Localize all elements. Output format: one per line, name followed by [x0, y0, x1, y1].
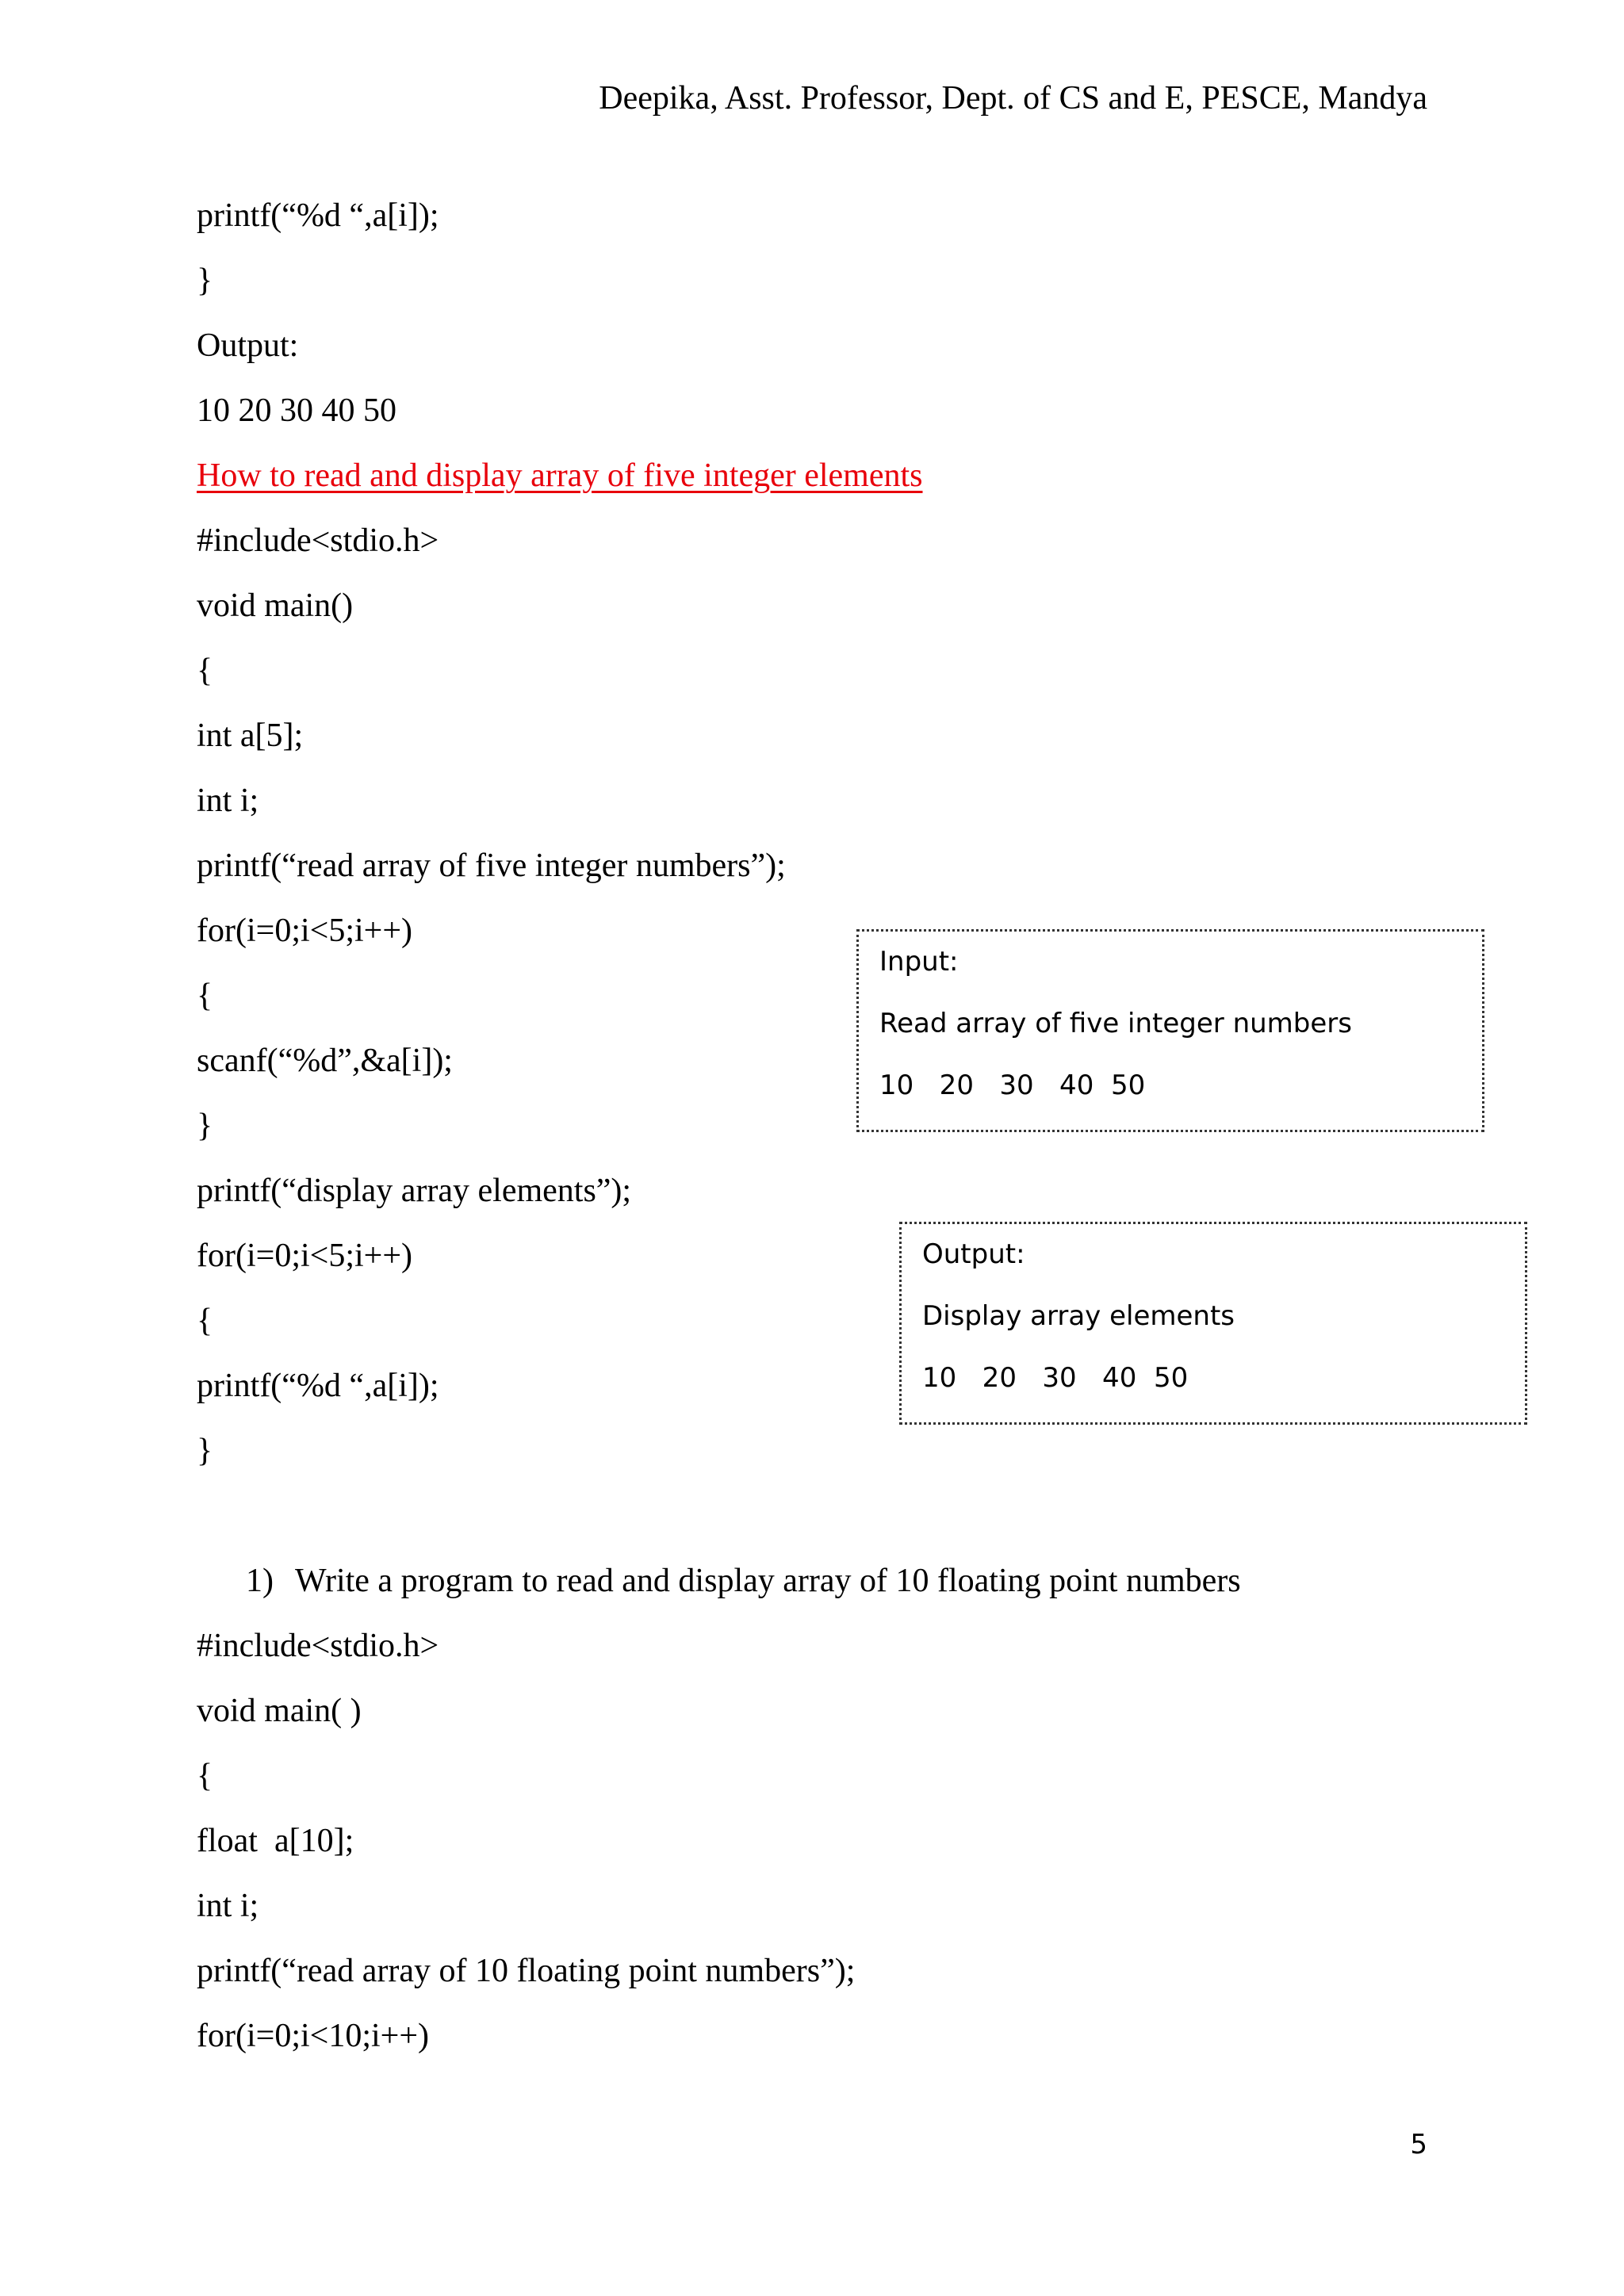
code-line: float a[10]; [197, 1823, 354, 1859]
code-line: } [197, 1108, 213, 1144]
code-line: } [197, 1433, 213, 1469]
code-line: void main() [197, 587, 354, 624]
code-line: void main( ) [197, 1693, 362, 1729]
section-heading: How to read and display array of five integer elements [197, 457, 923, 494]
code-line: int a[5]; [197, 718, 304, 754]
code-line: { [197, 1303, 213, 1339]
code-line: { [197, 978, 213, 1014]
code-line: printf(“read array of 10 floating point numbers”); [197, 1953, 856, 1989]
input-box-values: 10 20 30 40 50 [879, 1070, 1146, 1101]
input-box-label: Input: [879, 946, 959, 978]
code-line: for(i=0;i<5;i++) [197, 913, 413, 949]
code-line: for(i=0;i<5;i++) [197, 1238, 413, 1274]
output-box [899, 1222, 1527, 1425]
output-box-values: 10 20 30 40 50 [922, 1362, 1189, 1394]
code-line: { [197, 1758, 213, 1794]
code-line: #include<stdio.h> [197, 1628, 439, 1664]
code-line: printf(“%d “,a[i]); [197, 1368, 439, 1404]
code-line: printf(“read array of five integer numbers”); [197, 848, 786, 884]
question-number: 1) [246, 1563, 274, 1599]
page-number: 5 [1410, 2129, 1427, 2160]
output-box-label: Output: [922, 1238, 1025, 1270]
output-label: Output: [197, 327, 299, 364]
code-line: scanf(“%d”,&a[i]); [197, 1043, 453, 1079]
code-line: printf(“display array elements”); [197, 1173, 632, 1209]
output-values: 10 20 30 40 50 [197, 392, 396, 429]
question-item [246, 1559, 1241, 1603]
page-header-author: Deepika, Asst. Professor, Dept. of CS and E, PESCE, Mandya [599, 80, 1427, 117]
code-line: } [197, 262, 213, 299]
code-line: { [197, 652, 213, 689]
input-box-prompt: Read array of five integer numbers [879, 1008, 1352, 1039]
input-box [856, 929, 1484, 1132]
code-line: for(i=0;i<10;i++) [197, 2018, 430, 2054]
code-line: int i; [197, 1888, 259, 1924]
code-line: #include<stdio.h> [197, 522, 439, 559]
question-text: Write a program to read and display array of 10 floating point numbers [295, 1563, 1241, 1599]
code-line: int i; [197, 783, 259, 819]
output-box-prompt: Display array elements [922, 1300, 1235, 1332]
code-line: printf(“%d “,a[i]); [197, 197, 439, 234]
